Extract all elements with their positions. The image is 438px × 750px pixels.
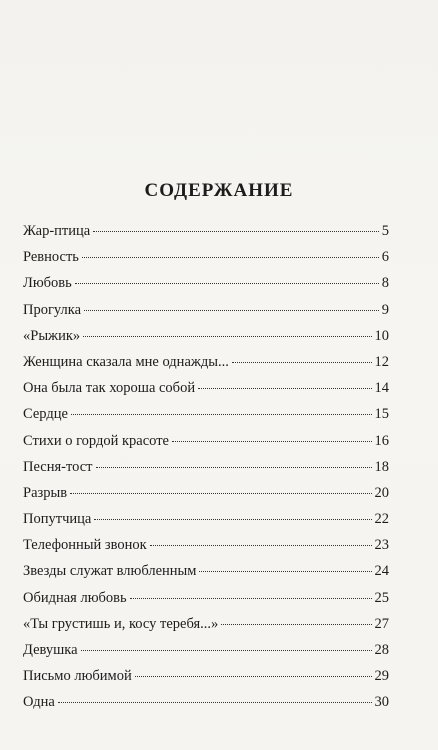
dot-leader — [198, 388, 371, 389]
toc-entry-title: «Рыжик» — [23, 327, 81, 344]
toc-entry — [23, 375, 389, 401]
toc-entry-title: Стихи о гордой красоте — [23, 432, 169, 449]
toc-entry-title: Обидная любовь — [23, 589, 127, 606]
dot-leader — [70, 493, 371, 494]
toc-entry-title: Звезды служат влюбленным — [23, 563, 197, 580]
dot-leader — [82, 257, 379, 258]
dot-leader — [96, 467, 372, 468]
dot-leader — [130, 598, 372, 599]
table-of-contents — [23, 218, 389, 716]
dot-leader — [83, 336, 371, 337]
dot-leader — [135, 676, 372, 677]
toc-entry-title: Попутчица — [23, 511, 92, 528]
toc-entry — [23, 349, 389, 375]
toc-entry-page: 24 — [374, 563, 389, 580]
toc-entry-page: 28 — [374, 642, 389, 658]
toc-entry-title: Жар-птица — [23, 223, 91, 239]
toc-entry — [23, 401, 389, 427]
toc-entry — [23, 689, 389, 715]
toc-entry-page: 25 — [374, 589, 389, 606]
toc-entry — [23, 611, 389, 637]
toc-entry-title: Девушка — [23, 642, 78, 658]
toc-entry-page: 29 — [374, 668, 389, 685]
toc-entry-page: 8 — [381, 275, 389, 292]
toc-entry — [23, 532, 389, 558]
dot-leader — [172, 441, 372, 442]
dot-leader — [232, 362, 372, 363]
toc-entry-page: 12 — [374, 353, 389, 370]
dot-leader — [84, 310, 379, 311]
toc-entry-title: Разрыв — [23, 484, 68, 501]
dot-leader — [81, 650, 372, 651]
toc-entry-page: 9 — [381, 301, 389, 318]
toc-entry — [23, 585, 389, 611]
dot-leader — [150, 545, 372, 546]
toc-entry-page: 15 — [374, 406, 389, 423]
toc-entry-page: 5 — [381, 223, 389, 239]
toc-entry-page: 27 — [374, 615, 389, 632]
toc-entry-title: Телефонный звонок — [23, 537, 147, 554]
toc-entry-page: 20 — [374, 484, 389, 501]
dot-leader — [221, 624, 371, 625]
toc-entry — [23, 506, 389, 532]
toc-entry — [23, 428, 389, 454]
dot-leader — [199, 571, 371, 572]
toc-entry-title: Любовь — [23, 275, 72, 292]
dot-leader — [75, 283, 379, 284]
toc-entry — [23, 244, 389, 270]
dot-leader — [71, 414, 372, 415]
toc-entry-title: Одна — [23, 694, 55, 711]
dot-leader — [93, 231, 379, 232]
toc-entry-title: Сердце — [23, 406, 68, 423]
dot-leader — [58, 702, 372, 703]
toc-entry-title: Женщина сказала мне однажды... — [23, 353, 229, 370]
toc-entry-page: 22 — [374, 511, 389, 528]
toc-entry — [23, 454, 389, 480]
toc-entry-page: 10 — [374, 327, 389, 344]
toc-entry-page: 6 — [381, 249, 389, 266]
toc-entry-page: 14 — [374, 380, 389, 397]
toc-entry-title: Ревность — [23, 249, 79, 266]
toc-entry — [23, 663, 389, 689]
toc-entry-page: 16 — [374, 432, 389, 449]
toc-entry — [23, 480, 389, 506]
toc-entry-title: Прогулка — [23, 301, 82, 318]
page-title: СОДЕРЖАНИЕ — [144, 180, 294, 201]
toc-entry-page: 30 — [374, 694, 389, 711]
toc-entry — [23, 270, 389, 296]
toc-entry-page: 23 — [374, 537, 389, 554]
toc-entry — [23, 637, 389, 663]
toc-entry-title: «Ты грустишь и, косу теребя...» — [23, 615, 219, 632]
toc-entry-title: Она была так хороша собой — [23, 380, 196, 397]
toc-entry-title: Песня-тост — [23, 458, 93, 475]
dot-leader — [94, 519, 371, 520]
toc-entry — [23, 297, 389, 323]
toc-entry — [23, 323, 389, 349]
toc-entry — [23, 218, 389, 244]
toc-entry-page: 18 — [374, 458, 389, 475]
toc-entry — [23, 558, 389, 584]
toc-entry-title: Письмо любимой — [23, 668, 132, 685]
